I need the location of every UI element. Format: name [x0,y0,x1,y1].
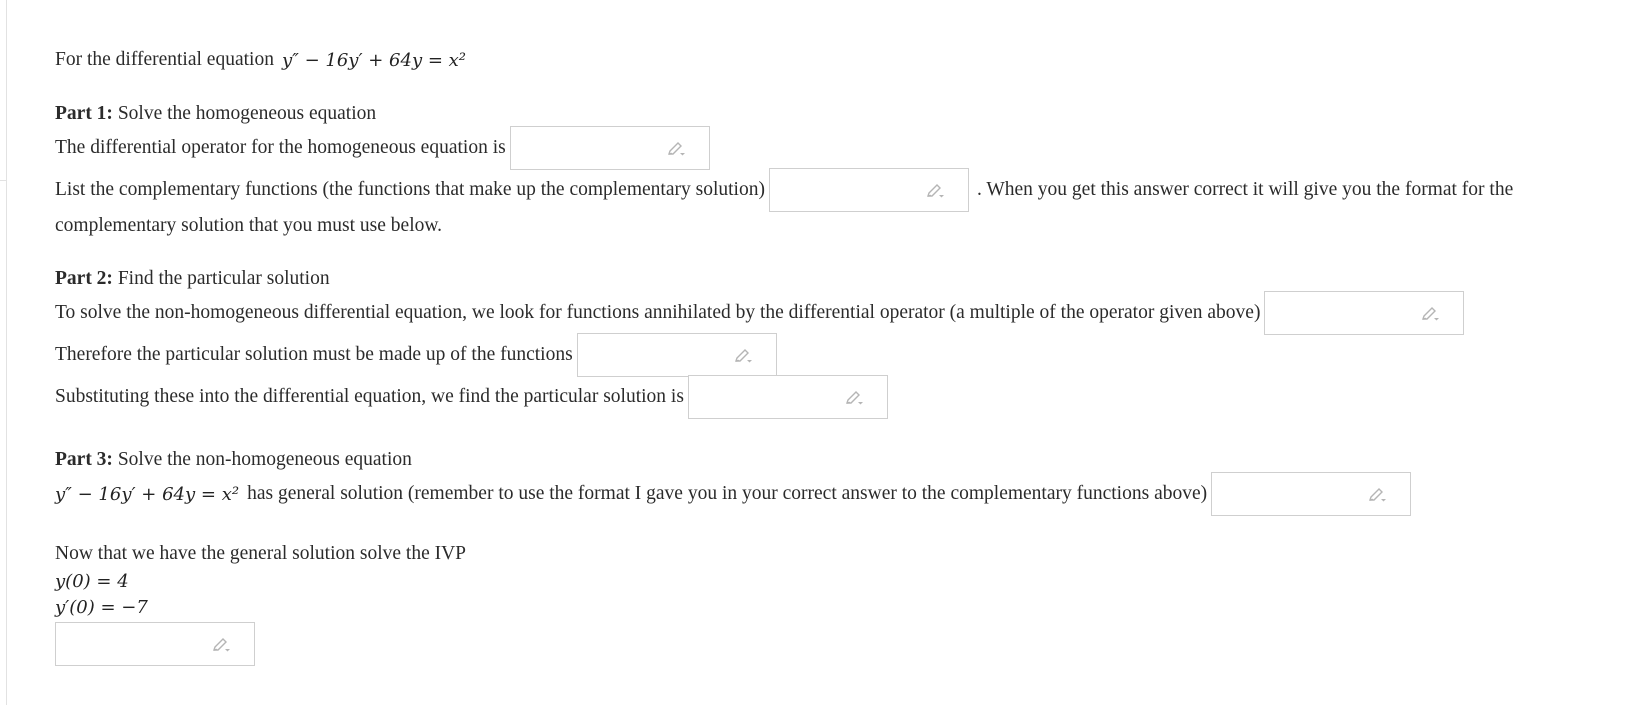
part3-label: Part 3: [55,449,113,470]
part3-equation: y″ − 16y′ + 64y = x² [55,483,240,505]
part1-title: Solve the homogeneous equation [117,103,377,124]
annihilator-row [55,291,1464,335]
general-solution-row [55,472,1411,516]
operator-row [55,126,710,170]
part2-title: Find the particular solution [117,268,330,289]
part2-heading [55,265,330,293]
pencil-edit-icon[interactable] [1368,487,1388,503]
intro-text: For the differential equation [55,49,274,70]
operator-answer-input[interactable] [510,126,710,170]
complementary-answer-input[interactable] [769,168,969,212]
ivp-answer-row [55,622,255,666]
part2-label: Part 2: [55,268,113,289]
ivp-condition-2 [55,594,148,620]
general-text: has general solution (remember to use the format I gave you in your correct answer to the complementary functions above) [247,483,1208,504]
complementary-cont [55,212,442,240]
complementary-text: List the complementary functions (the functions that make up the complementary solution) [55,179,765,200]
ivp-intro [55,540,466,568]
ivp-answer-input[interactable] [55,622,255,666]
left-border-tick [0,180,6,181]
pencil-edit-icon[interactable] [667,141,687,157]
equation: y″ − 16y′ + 64y = x² [281,49,467,71]
functions-row [55,333,777,377]
particular-row [55,375,888,419]
general-answer-input[interactable] [1211,472,1411,516]
ivp-condition-1-text: y(0) = 4 [55,570,129,592]
pencil-edit-icon[interactable] [212,637,232,653]
part1-heading [55,100,376,128]
part3-title: Solve the non-homogeneous equation [117,449,412,470]
left-border [6,0,7,705]
question-intro [55,46,466,74]
complementary-cont-text: complementary solution that you must use below. [55,215,443,236]
ivp-condition-2-text: y′(0) = −7 [55,596,148,618]
functions-text: Therefore the particular solution must be made up of the functions [55,344,573,365]
operator-text: The differential operator for the homogeneous equation is [55,137,506,158]
pencil-edit-icon[interactable] [734,348,754,364]
complementary-after-text: . When you get this answer correct it will give you the format for the [976,179,1514,200]
annihilator-text: To solve the non-homogeneous differential equation, we look for functions annihilated by the differential operator (a multiple of the operator given above) [55,302,1261,323]
part3-heading [55,446,412,474]
complementary-row [55,168,1513,212]
ivp-intro-text: Now that we have the general solution solve the IVP [55,543,467,564]
ivp-condition-1 [55,568,129,594]
pencil-edit-icon[interactable] [1421,306,1441,322]
particular-answer-input[interactable] [688,375,888,419]
functions-answer-input[interactable] [577,333,777,377]
pencil-edit-icon[interactable] [926,183,946,199]
pencil-edit-icon[interactable] [845,390,865,406]
particular-text: Substituting these into the differential equation, we find the particular solution is [55,386,684,407]
annihilator-answer-input[interactable] [1264,291,1464,335]
part1-label: Part 1: [55,103,113,124]
